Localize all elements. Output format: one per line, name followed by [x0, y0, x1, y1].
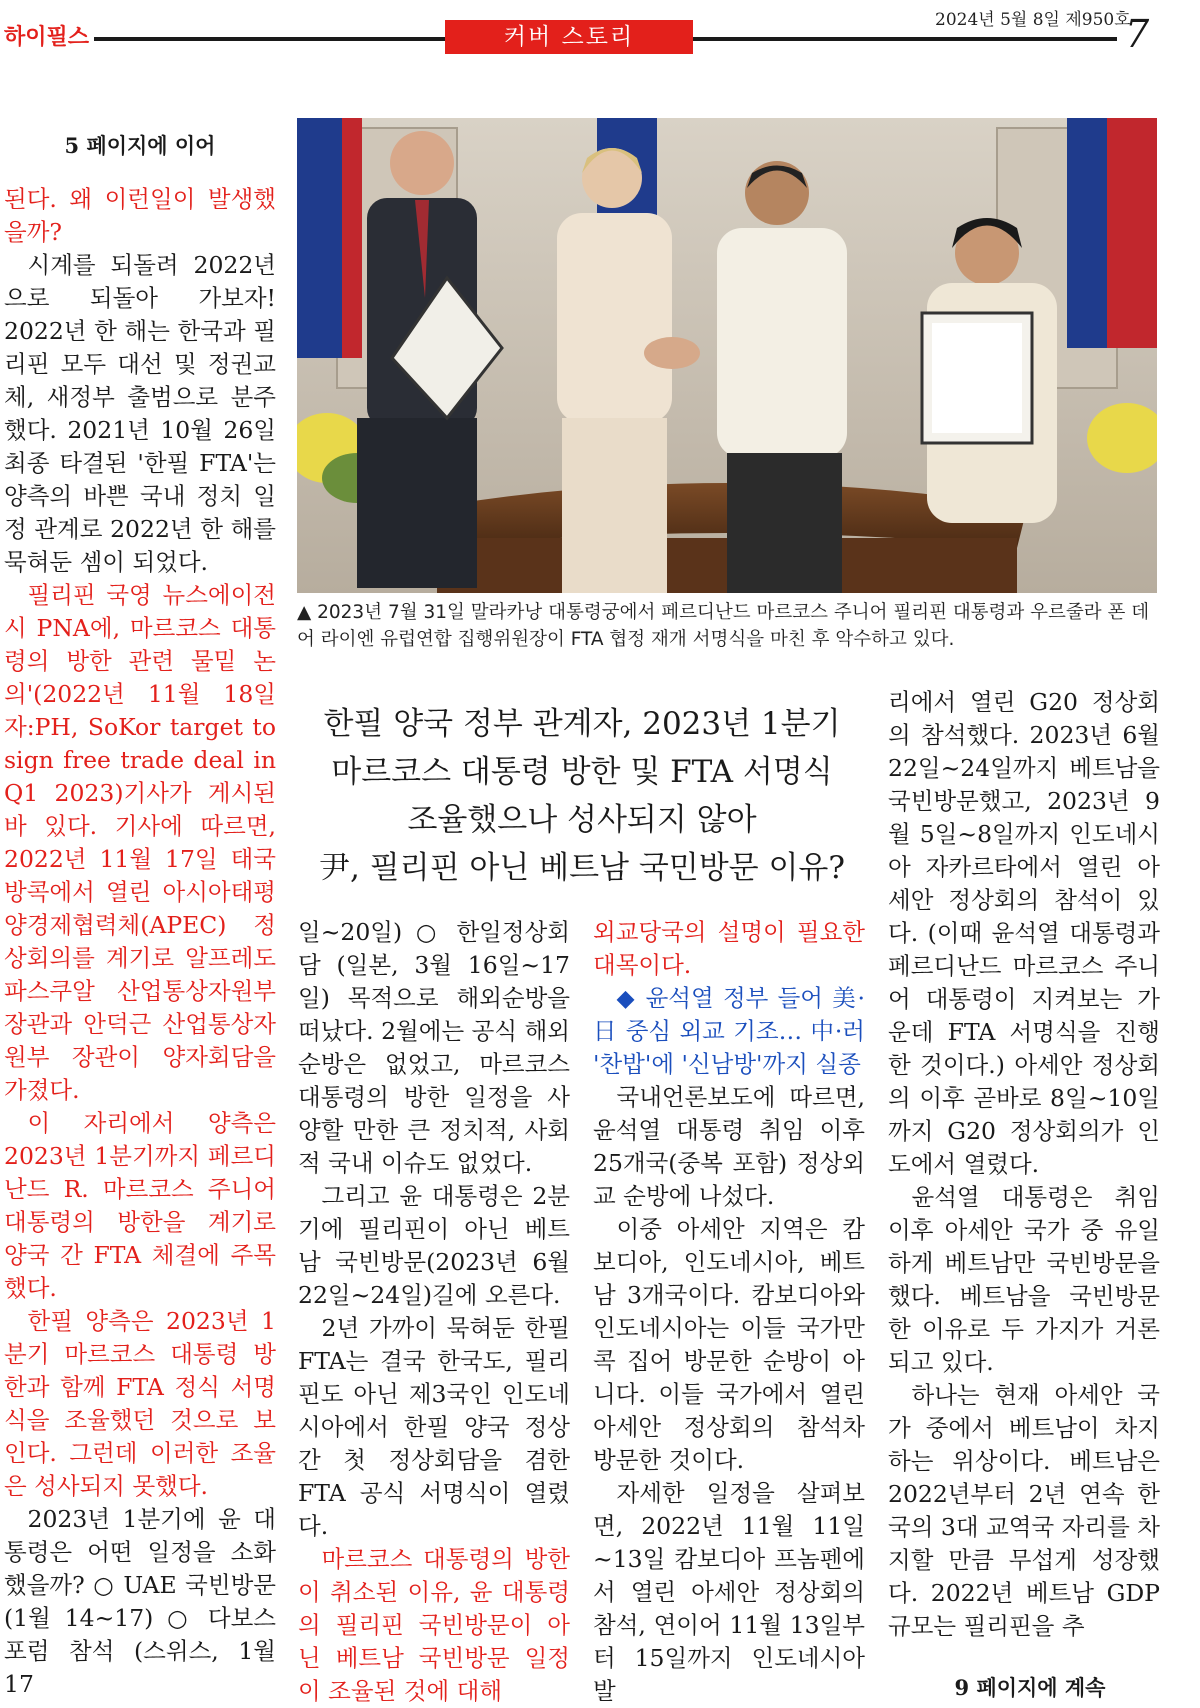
paragraph: 마르코스 대통령의 방한이 취소된 이유, 윤 대통령의 필리핀 국빈방문이 아닌 베트남 국빈방문 일정이 조율된 것에 대해	[298, 1545, 570, 1705]
paragraph: 외교당국의 설명이 필요한 대목이다.	[593, 918, 865, 979]
subheading: ◆ 윤석열 정부 들어 美·日 중심 외교 기조… 中·러 '찬밥'에 '신남방'까지 실종	[593, 984, 865, 1078]
paragraph: 2년 가까이 묵혀둔 한필 FTA는 결국 한국도, 필리핀도 아닌 제3국인 인도네시아에서 한필 양국 정상 간 첫 정상회담을 겸한 FTA 공식 서명식이 열렸다.	[298, 1314, 570, 1540]
headline-line: 尹, 필리핀 아닌 베트남 국민방문 이유?	[319, 850, 845, 886]
paragraph: 리에서 열린 G20 정상회의 참석했다. 2023년 6월 22일~24일까지 베트남을 국빈방문했고, 2023년 9월 5일~8일까지 인도네시아 자카르타에서 열린 아세안 정상회의 참석이 있다. (이때 윤석열 대통령과 페르디난드 마르코스 주니어 대통령이 지켜보는 가운데 FTA 서명식을 진행한 것이다.) 아세안 정상회의 이후 곧바로 8일~10일까지 G20 정상회의가 인도에서 열렸다.	[888, 688, 1160, 1178]
article-column-1	[4, 183, 276, 1701]
paragraph: 하나는 현재 아세안 국가 중에서 베트남이 차지하는 위상이다. 베트남은 2022년부터 2년 연속 한국의 3대 교역국 자리를 차지할 만큼 무섭게 성장했다. 2022년 베트남 GDP 규모는 필리핀을 추	[888, 1381, 1160, 1640]
paragraph: 이중 아세안 지역은 캄보디아, 인도네시아, 베트남 3개국이다. 캄보디아와 인도네시아는 이들 국가만 콕 집어 방문한 순방이 아니다. 이들 국가에서 열린 아세안 정상회의 참석차 방문한 것이다.	[593, 1215, 865, 1474]
paragraph: 시계를 되돌려 2022년으로 되돌아 가보자! 2022년 한 해는 한국과 필리핀 모두 대선 및 정권교체, 새정부 출범으로 분주했다. 2021년 10월 26일 최종 타결된 '한필 FTA'는 양측의 바쁜 국내 정치 일정 관계로 2022년 한 해를 묵혀둔 셈이 되었다.	[4, 251, 276, 576]
paragraph: 국내언론보도에 따르면, 윤석열 대통령 취임 이후 25개국(중복 포함) 정상외교 순방에 나섰다.	[593, 1083, 865, 1210]
photo-caption: ▲ 2023년 7월 31일 말라카낭 대통령궁에서 페르디난드 마르코스 주니어 필리핀 대통령과 우르줄라 폰 데어 라이엔 유럽연합 집행위원장이 FTA 협정 재개 서명식을 마친 후 악수하고 있다.	[297, 602, 1150, 650]
headline-line: 마르코스 대통령 방한 및 FTA 서명식	[331, 754, 833, 790]
header-rule-left	[94, 37, 445, 41]
article-column-3	[593, 916, 865, 1708]
headline-line: 한필 양국 정부 관계자, 2023년 1분기	[323, 706, 841, 742]
headline-line: 조율했으나 성사되지 않아	[407, 802, 757, 838]
paragraph: 된다. 왜 이런일이 발생했을까?	[4, 185, 276, 246]
page-number: 7	[1125, 12, 1150, 56]
paragraph: 자세한 일정을 살펴보면, 2022년 11월 11일~13일 캄보디아 프놈펜에서 열린 아세안 정상회의 참석, 연이어 11월 13일부터 15일까지 인도네시아 발	[593, 1479, 865, 1705]
article-column-4	[888, 686, 1160, 1643]
paragraph: 한필 양측은 2023년 1분기 마르코스 대통령 방한과 함께 FTA 정식 서명식을 조율했던 것으로 보인다. 그런데 이러한 조율은 성사되지 못했다.	[4, 1307, 276, 1500]
header-rule-right	[693, 37, 1117, 41]
publication-brand: 하이필스	[4, 25, 90, 50]
article-column-2	[298, 916, 570, 1708]
continued-to-label: 9 페이지에 계속	[954, 1675, 1106, 1700]
article-headline	[296, 700, 868, 892]
issue-date: 2024년 5월 8일 제950호	[935, 10, 1131, 30]
paragraph: 이 자리에서 양측은 2023년 1분기까지 페르디난드 R. 마르코스 주니어 대통령의 방한을 계기로 양국 간 FTA 체결에 주목했다.	[4, 1109, 276, 1302]
paragraph: 일~20일) ○ 한일정상회담 (일본, 3월 16일~17일) 목적으로 해외순방을 떠났다. 2월에는 공식 해외 순방은 없었고, 마르코스 대통령의 방한 일정을 사양할 만한 큰 정치적, 사회적 국내 이슈도 없었다.	[298, 918, 570, 1177]
continued-from-label: 5 페이지에 이어	[64, 133, 216, 158]
paragraph: 2023년 1분기에 윤 대통령은 어떤 일정을 소화했을까? ○ UAE 국빈방문(1월 14~17) ○ 다보스 포럼 참석 (스위스, 1월 17	[4, 1505, 276, 1698]
paragraph: 그리고 윤 대통령은 2분기에 필리핀이 아닌 베트남 국빈방문(2023년 6월 22일~24일)길에 오른다.	[298, 1182, 570, 1309]
photo-illustration	[297, 118, 1157, 593]
signing-ceremony-photo	[297, 118, 1157, 593]
section-label: 커버 스토리	[445, 20, 693, 54]
paragraph: 필리핀 국영 뉴스에이전시 PNA에, 마르코스 대통령의 방한 관련 물밑 논의'(2022년 11월 18일자:PH, SoKor target to sign free trade deal in Q1 2023)기사가 게시된 바 있다. 기사에 따르면, 2022년 11월 17일 태국 방콕에서 열린 아시아태평양경제협력체(APEC) 정상회의를 계기로 알프레도 파스쿠알 산업통상자원부 장관과 안덕근 산업통상자원부 장관이 양자회담을 가졌다.	[4, 581, 276, 1104]
paragraph: 윤석열 대통령은 취임 이후 아세안 국가 중 유일하게 베트남만 국빈방문을 했다. 베트남을 국빈방문한 이유로 두 가지가 거론되고 있다.	[888, 1183, 1160, 1376]
